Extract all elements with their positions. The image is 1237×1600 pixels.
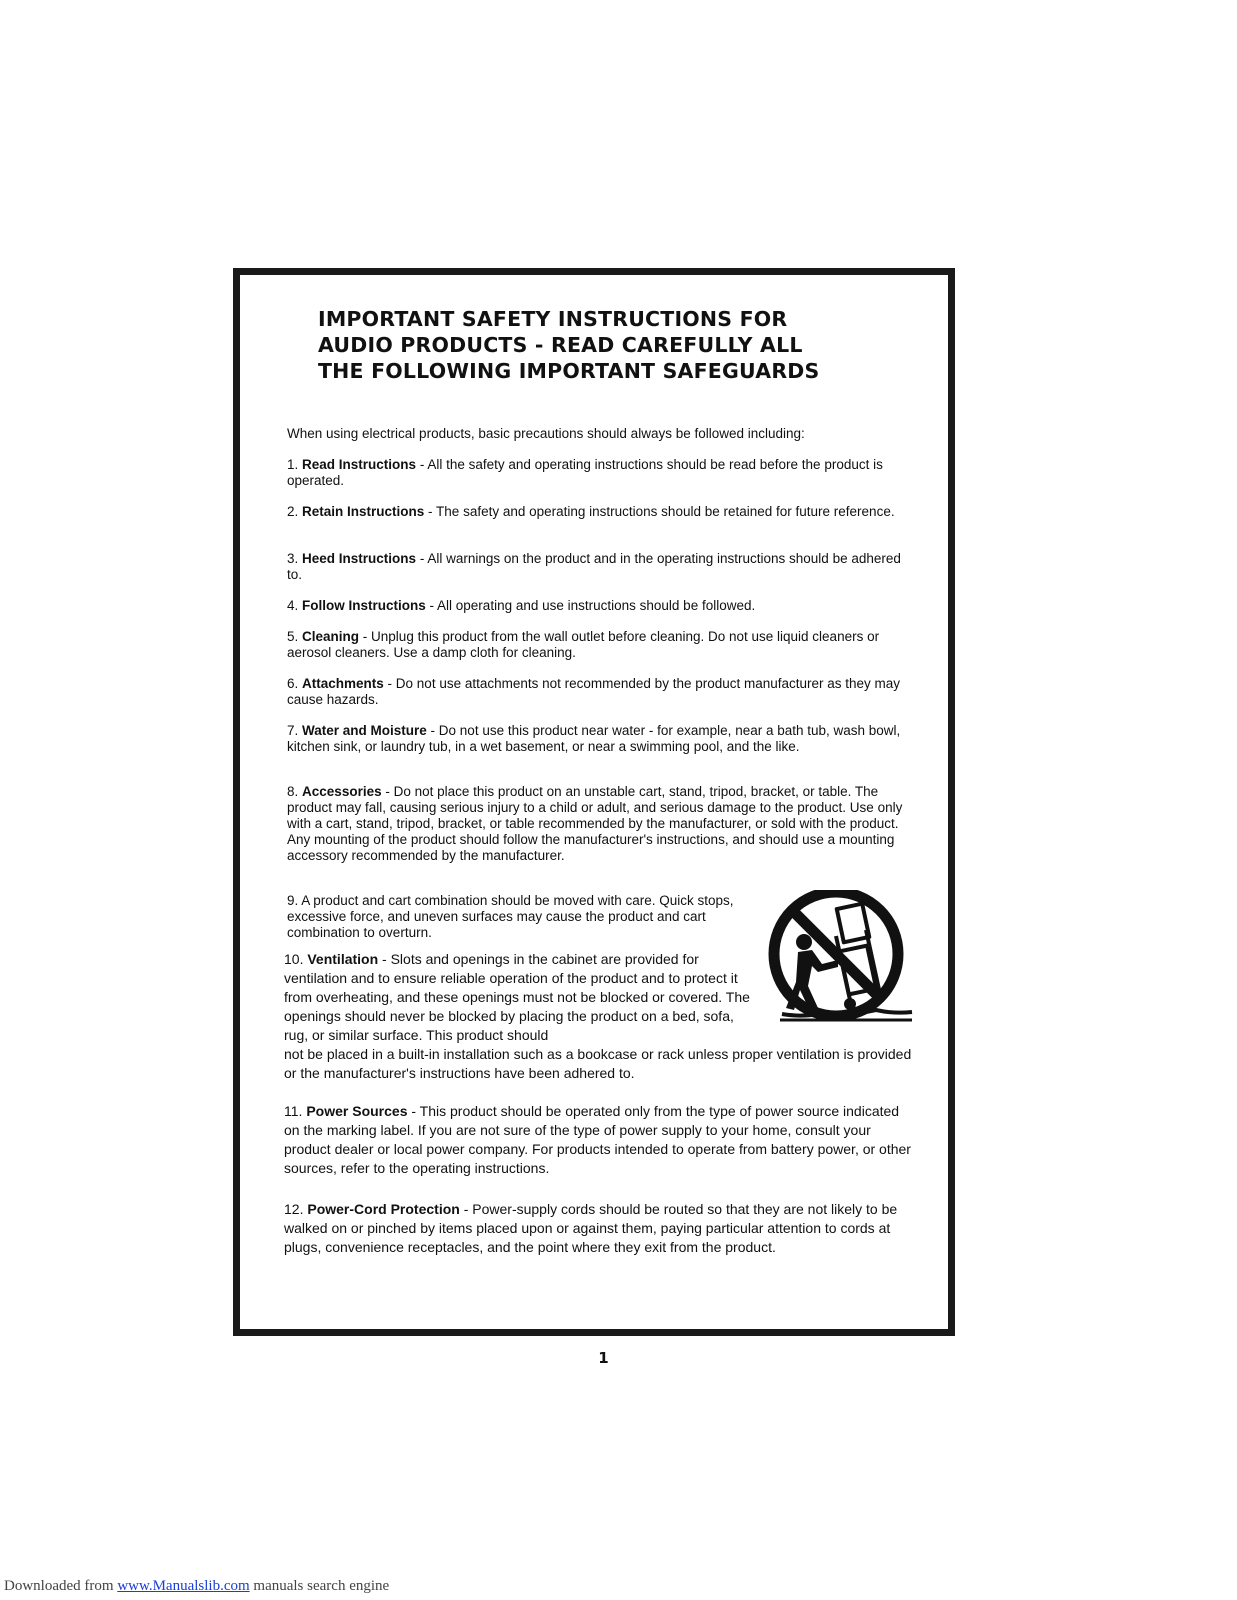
title-line-2: AUDIO PRODUCTS - READ CAREFULLY ALL [318,333,803,357]
item-heading: Heed Instructions [302,551,417,566]
item-number: 3. [287,551,299,566]
instruction-item-9 [287,893,757,941]
item-text: A product and cart combination should be moved with care. Quick stops, excessive force, and uneven surfaces may cause the product and cart combination to overturn. [287,893,734,940]
item-text: - Do not place this product on an unstable cart, stand, tripod, bracket, or table. The product may fall, causing serious injury to a child or adult, and serious damage to the product. Use only with a cart, stand, tripod, bracket, or table recommended by the manufacturer, or sold with the product. Any mounting of the product should follow the manufacturer's instructions, and should use a mounting accessory recommended by the manufacturer. [287,784,903,863]
item-text: - Power-supply cords should be routed so that they are not likely to be walked on or pinched by items placed upon or against them, paying particular attention to cords at plugs, convenience receptacles, and the point where they exit from the product. [284,1201,898,1255]
instruction-item-8 [287,784,915,864]
item-heading: Water and Moisture [302,723,427,738]
item-heading: Follow Instructions [302,598,426,613]
document-title [318,306,918,384]
instruction-item-7 [287,723,915,755]
intro-text: When using electrical products, basic precautions should always be followed including: [287,426,805,441]
item-number: 6. [287,676,299,691]
item-text: - This product should be operated only from the type of power source indicated on the marking label. If you are not sure of the type of power supply to your home, consult your product dealer or local power company. For products intended to operate from battery power, or other sources, refer to the operating instructions. [284,1103,911,1176]
item-text: - The safety and operating instructions should be retained for future reference. [424,504,895,519]
instruction-item-12 [284,1200,922,1257]
item-number: 7. [287,723,299,738]
manualslib-link[interactable]: www.Manualslib.com [117,1578,250,1594]
item-text: - All operating and use instructions should be followed. [425,598,756,613]
item-heading: Ventilation [307,951,379,967]
footer-suffix: manuals search engine [249,1578,390,1594]
item-text: - All the safety and operating instructions should be read before the product is operated. [287,457,883,488]
item-number: 4. [287,598,299,613]
cart-tip-over-warning-icon [766,890,914,1032]
item-text: - Do not use this product near water - for example, near a bath tub, wash bowl, kitchen sink, or laundry tub, in a wet basement, or near a swimming pool, and the like. [287,723,901,754]
item-heading: Retain Instructions [302,504,425,519]
item-text: - Unplug this product from the wall outlet before cleaning. Do not use liquid cleaners or aerosol cleaners. Use a damp cloth for cleaning. [287,629,880,660]
item-number: 5. [287,629,299,644]
item-text: - Do not use attachments not recommended by the product manufacturer as they may cause hazards. [287,676,901,707]
title-line-3: THE FOLLOWING IMPORTANT SAFEGUARDS [318,359,820,383]
instruction-item-2 [287,504,915,520]
item-number: 9. [287,893,299,908]
item-number: 11. [284,1103,303,1119]
footer-prefix: Downloaded from [4,1578,118,1594]
item-heading: Accessories [302,784,382,799]
item-number: 1. [287,457,299,472]
item-number: 2. [287,504,299,519]
download-footer [4,1578,389,1595]
page-number: 1 [598,1349,609,1367]
instruction-item-4 [287,598,915,614]
item-heading: Read Instructions [302,457,417,472]
item-text-continued: not be placed in a built-in installation such as a bookcase or rack unless proper ventilation is provided or the manufacturer's instructions have been adhered to. [284,1046,912,1081]
instruction-item-5 [287,629,915,661]
item-heading: Cleaning [302,629,360,644]
instruction-item-11 [284,1102,918,1178]
item-heading: Power-Cord Protection [307,1201,460,1217]
item-number: 8. [287,784,299,799]
item-heading: Attachments [302,676,384,691]
instruction-item-3 [287,551,915,583]
item-number: 12. [284,1201,304,1217]
item-number: 10. [284,951,304,967]
item-text: - All warnings on the product and in the operating instructions should be adhered to. [287,551,901,582]
item-10-wrapped-part [284,950,752,1045]
instruction-item-1 [287,457,915,489]
item-text: - Slots and openings in the cabinet are provided for ventilation and to ensure reliable operation of the product and to protect it from overheating, and these openings must not be blocked or covered. The openings should never be blocked by placing the product on a bed, sofa, rug, or similar surface. This product should [284,951,750,1043]
instruction-item-6 [287,676,915,708]
title-line-1: IMPORTANT SAFETY INSTRUCTIONS FOR [318,307,788,331]
item-heading: Power Sources [306,1103,408,1119]
